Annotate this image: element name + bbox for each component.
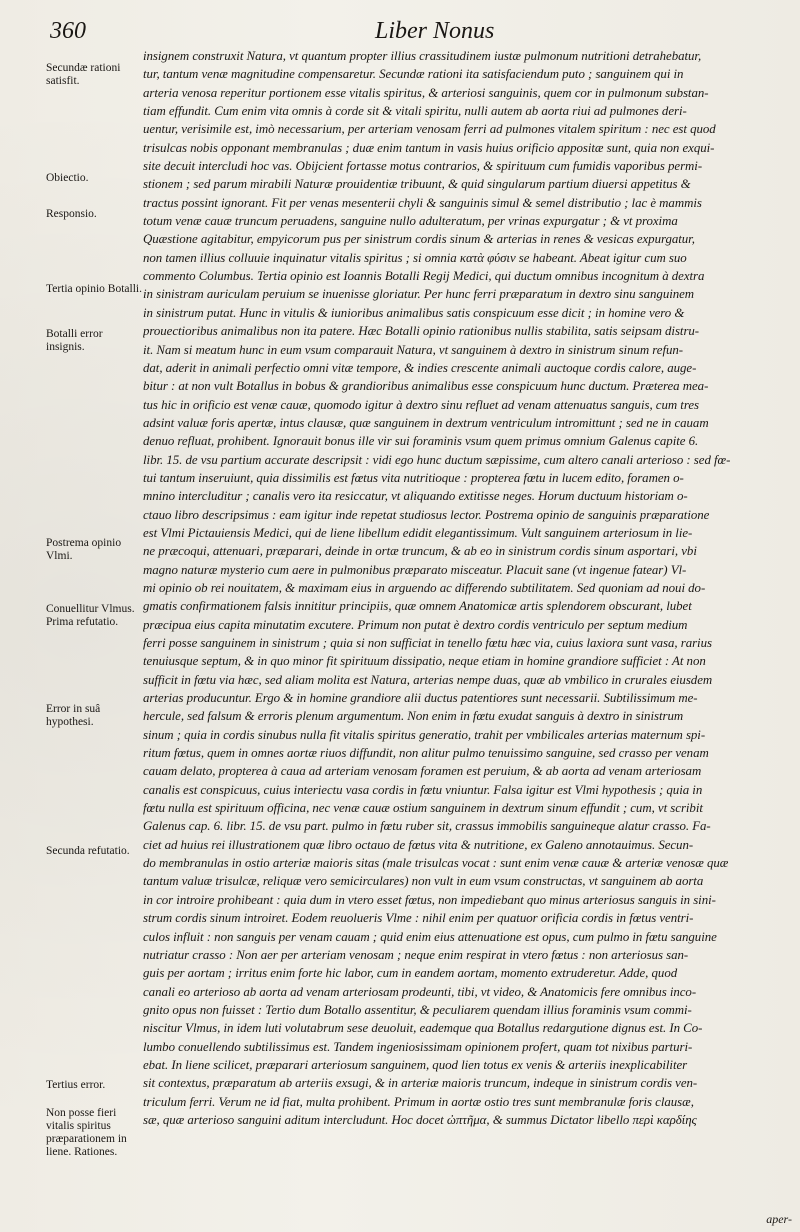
margin-note: Botalli error insignis. [46,328,103,353]
text-line: guis per aortam ; irritus enim forte hic labor, cum in eandem aortam, momento extruderetur. Adde, quod [143,966,678,981]
text-line: ne præcoqui, attenuari, præparari, deinde in ortæ truncum, & ab eo in sinistrum cordis sinum asportari, vbi [143,544,697,559]
text-line: nutriatur crasso : Non aer per arteriam venosam ; neque enim respirat in vtero fœtus : non arteriosus san- [143,947,689,962]
text-line: sufficit in fœtu via hæc, sed aliam molita est Natura, arterias nempe duas, quæ ab vmbilico in crurales eiusdem [143,672,713,687]
text-line: arterias producuntur. Ergo & in homine grandiore alii ductus patentiores sunt necessarii. Subtilissimum me- [143,691,698,706]
text-line: stionem ; sed parum mirabili Naturæ prouidentiæ tribuunt, & quid singularum partium diuersi appetitus & [143,177,691,192]
text-line: mi opinio ob rei nouitatem, & maximam eius in arguendo ac differendo subtilitatem. Sed quoniam ad noui do- [143,580,706,595]
text-line: gnito opus non fuisset : Tertio dum Botallo assentitur, & peculiarem quendam illius foraminis vsum commi- [143,1002,692,1017]
text-line: niscitur Vlmus, in idem luti volutabrum sese deuoluit, eademque qua Botallus redargutione dignus est. In Co- [143,1021,703,1036]
text-line: gmatis confirmationem falsis innititur principiis, quæ omnem Anatomicæ artis splendorem obscurant, lubet [143,599,692,614]
margin-note: Tertius error. [46,1079,106,1091]
text-line: lumbo conuellendo subtilissimus est. Tandem ingeniosissimam opinionem profert, quam tot nixibus parturi- [143,1039,693,1054]
text-line: Galenus cap. 6. libr. 15. de vsu part. pulmo in fœtu ruber sit, crassus immobilis sanguineque alatur crasso. Fa- [143,819,711,834]
text-line: non tamen illius colluuie inquinatur vitalis spiritus ; si omnia κατὰ φύσιν se habeant. Abeat igitur cum suo [143,250,687,265]
text-line: in sinistram auriculam peruium se inuenisse gloriatur. Per hunc ferri præparatum in dextro sinu sanguinem [143,287,695,302]
margin-notes [0,0,140,1232]
margin-note: Non posse fieri vitalis spiritus præparationem in liene. Rationes. [46,1107,127,1158]
text-line: præcipua eius capita minutatim excutere. Primum non putat è dextro cordis ventriculo per septum medium [143,617,688,632]
catchword: aper- [766,1212,792,1226]
text-line: in sinistrum putat. Hunc in vitulis & iunioribus animalibus satis conspicuum esse dicit ; in homine vero & [143,305,685,320]
text-line: sit contextus, præparatum ab arteriis exsugi, & in arteriæ maioris truncum, indeque in sinistrum cordis ven- [143,1076,698,1091]
margin-note: Postrema opinio Vlmi. [46,537,122,562]
text-line: uentur, verisimile est, imò necessarium, per arteriam venosam ferri ad pulmones vitalem spiritum : nec est quod [143,122,716,137]
text-line: canali eo arterioso ab aorta ad venam arteriosam prodeunti, tibi, vt video, & Anatomicis fere omnibus inco- [143,984,697,999]
text-line: bitur : at non vult Botallus in bobus & grandioribus animalibus esse conspicuum hunc ductum. Præterea mea- [143,379,709,394]
text-line: it. Nam si meatum hunc in eum vsum comparauit Natura, vt sanguinem à dextro in sinistrum sinum refun- [143,342,684,357]
body-text [143,47,793,1129]
text-line: mnino intercluditur ; canalis vero ita resiccatur, vt aliquando extitisse neges. Horum ductuum historiam o- [143,489,688,504]
text-line: adsint valuæ foris apertæ, intus clausæ, quæ sanguinem in dextrum ventriculum intromittunt ; sed ne in cauam [143,415,709,430]
text-line: insignem construxit Natura, vt quantum propter illius crassitudinem iustæ pulmonum nutritioni detrahebatur, [143,49,702,63]
text-line: denuo refluat, prohibent. Ignorauit bonus ille vir sui foraminis vsum quem primus omnium Galenus capite 6. [143,434,699,449]
text-line: fœtu nulla est spirituum officina, nec venæ cauæ ostium sanguinem in dextrum sinum effundit ; cum, vt scribit [143,801,703,816]
text-line: trisulcas nobis opponant membranulas ; duæ enim tantum in vasis huius orificio appositæ sunt, quia non exqui- [143,140,715,155]
text-line: tui tantum inseruiunt, quia dissimilis est fœtus vita nutritioque : propterea fœtu in lucem edito, foramen o- [143,470,684,485]
text-line: ciet ad huius rei illustrationem quæ libro octauo de fœtus vita & nutritione, ex Galeno annotauimus. Secun- [143,837,694,852]
text-line: tur, tantum venæ magnitudine compensaretur. Secundæ rationi ita satisfaciendum puto ; sanguinem qui in [143,67,684,82]
text-line: culos influit : non sanguis per venam cauam ; quid enim eius attenuatione est opus, cum pulmo in fœtu sanguine [143,929,717,944]
text-line: Quæstione agitabitur, empyicorum pus per sinistrum cordis sinum & arterias in renes & vesicas expurgatur, [143,232,695,247]
text-line: libr. 15. de vsu partium accurate descripsit : vidi ego hunc ductum sæpissime, cum altero canali arterioso : sed fœ- [143,452,731,467]
page-number: 360 [50,18,86,44]
text-line: tractus possint ignorant. Fit per venas mesenterii chyli & sanguinis simul & semel distributio ; lac è mammis [143,195,702,210]
text-line: ebat. In liene scilicet, præparari arteriosum sanguinem, quod lien totus ex venis & arteriis inexplicabiliter [143,1057,688,1072]
margin-note: Responsio. [46,208,97,220]
text-line: site decuit intercludi hoc vas. Obijcient fortasse motus contrarios, & spirituum cum fumidis vaporibus permi- [143,159,703,174]
margin-note: Tertia opinio Botalli. [46,283,142,295]
text-line: prouectioribus animalibus non ita patere. Hæc Botalli opinio rationibus nullis stabilita, satis seipsam distru- [143,324,700,339]
margin-note: Conuellitur Vlmus. Prima refutatio. [46,603,135,628]
text-line: ctauo libro descripsimus : eam igitur inde repetat studiosus lector. Postrema opinio de sanguinis præparatione [143,507,710,522]
margin-note: Secundæ rationi satisfit. [46,62,121,87]
margin-note: Obiectio. [46,172,89,184]
text-line: hercule, sed falsum & erroris plenum argumentum. Non enim in fœtu exudat sanguis à dextro in sinistrum [143,709,684,724]
text-line: totum venæ cauæ truncum peruadens, sanguine nullo adulteratum, per vrinas expurgatur ; & vt proxima [143,214,678,229]
text-line: arteria venosa reperitur portionem esse vitalis spiritus, & arteriosi sanguinis, quem cor in pulmonum substan- [143,85,709,100]
text-line: strum cordis sinum introiret. Eodem reuolueris Vlme : nihil enim per quatuor orificia cordis in fœtus ventri- [143,911,694,926]
margin-note: Error in suâ hypothesi. [46,703,101,728]
text-line: ritum fœtus, quem in omnes aortæ riuos diffundit, non alitur pulmo tenuissimo sanguine, sed crasso per venam [143,746,709,761]
text-line: tus hic in orificio est venæ cauæ, quomodo igitur à dextro sinu refluet ad venam attenuatus sanguis, cum tres [143,397,699,412]
text-line: est Vlmi Pictauiensis Medici, qui de liene libellum edidit elegantissimum. Vult sanguinem arteriosum in lie- [143,525,693,540]
running-title: Liber Nonus [375,18,495,44]
text-line: ferri posse sanguinem in sinistrum ; quia si non sufficiat in tenello fœtu hæc via, cuius laxiora sunt vasa, rarius [143,636,712,650]
text-line: do membranulas in ostio arteriæ maioris sitas (male trisulcas vocat : sunt enim venæ cauæ & arteriæ venosæ quæ [143,856,729,871]
text-line: tiam effundit. Cum enim vita omnis à corde sit & vitali spiritu, nulli autem ab aorta riui ad pulmones deri- [143,104,687,119]
text-line: triculum ferri. Verum ne id fiat, multa prohibent. Primum in aortæ ostio tres sunt membranulæ foris clausæ, [143,1094,694,1109]
text-line: commento Columbus. Tertia opinio est Ioannis Botalli Regij Medici, qui ductum omnibus incognitum à dextra [143,269,705,284]
text-line: magno naturæ mysterio cum aere in pulmonibus præparato misceatur. Placuit sane (vt ingenue fatear) Vl- [143,562,687,577]
text-line: tenuiusque septum, & in quo minor fit spirituum dissipatio, neque etiam in homine grandiore sufficiet : At non [143,654,706,669]
text-line: canalis est conspicuus, cuius interiectu vasa cordis in fœtu vniuntur. Falsa igitur est Vlmi hypothesis ; quia in [143,782,703,797]
margin-note: Secunda refutatio. [46,845,130,857]
text-line: tantum valuæ trisulcæ, reliquæ vero semicirculares) non vult in eum vsum constructas, vt sanguinem ab aorta [143,874,704,889]
text-line: sinum ; quia in cordis sinubus nulla fit vitalis spiritus generatio, trahit per vmbilicales arterias maternum spi- [143,727,706,742]
text-line: dat, aderit in animali perfectio omni vitæ tempore, & indies crescente animali auctoque cordis calore, auge- [143,360,697,375]
text-line: sæ, quæ arterioso sanguini aditum intercludunt. Hoc docet ὠπτῆμα, & summus Dictator libello περὶ καρδίης [143,1112,697,1127]
text-line: in cor introire prohibeant : quia dum in vtero esset fœtus, non impediebant quo minus arteriosus sanguis in sini- [143,892,716,907]
text-line: cauam delato, propterea à caua ad arteriam venosam foramen est peruium, & ab aorta ad venam arteriosam [143,764,702,779]
